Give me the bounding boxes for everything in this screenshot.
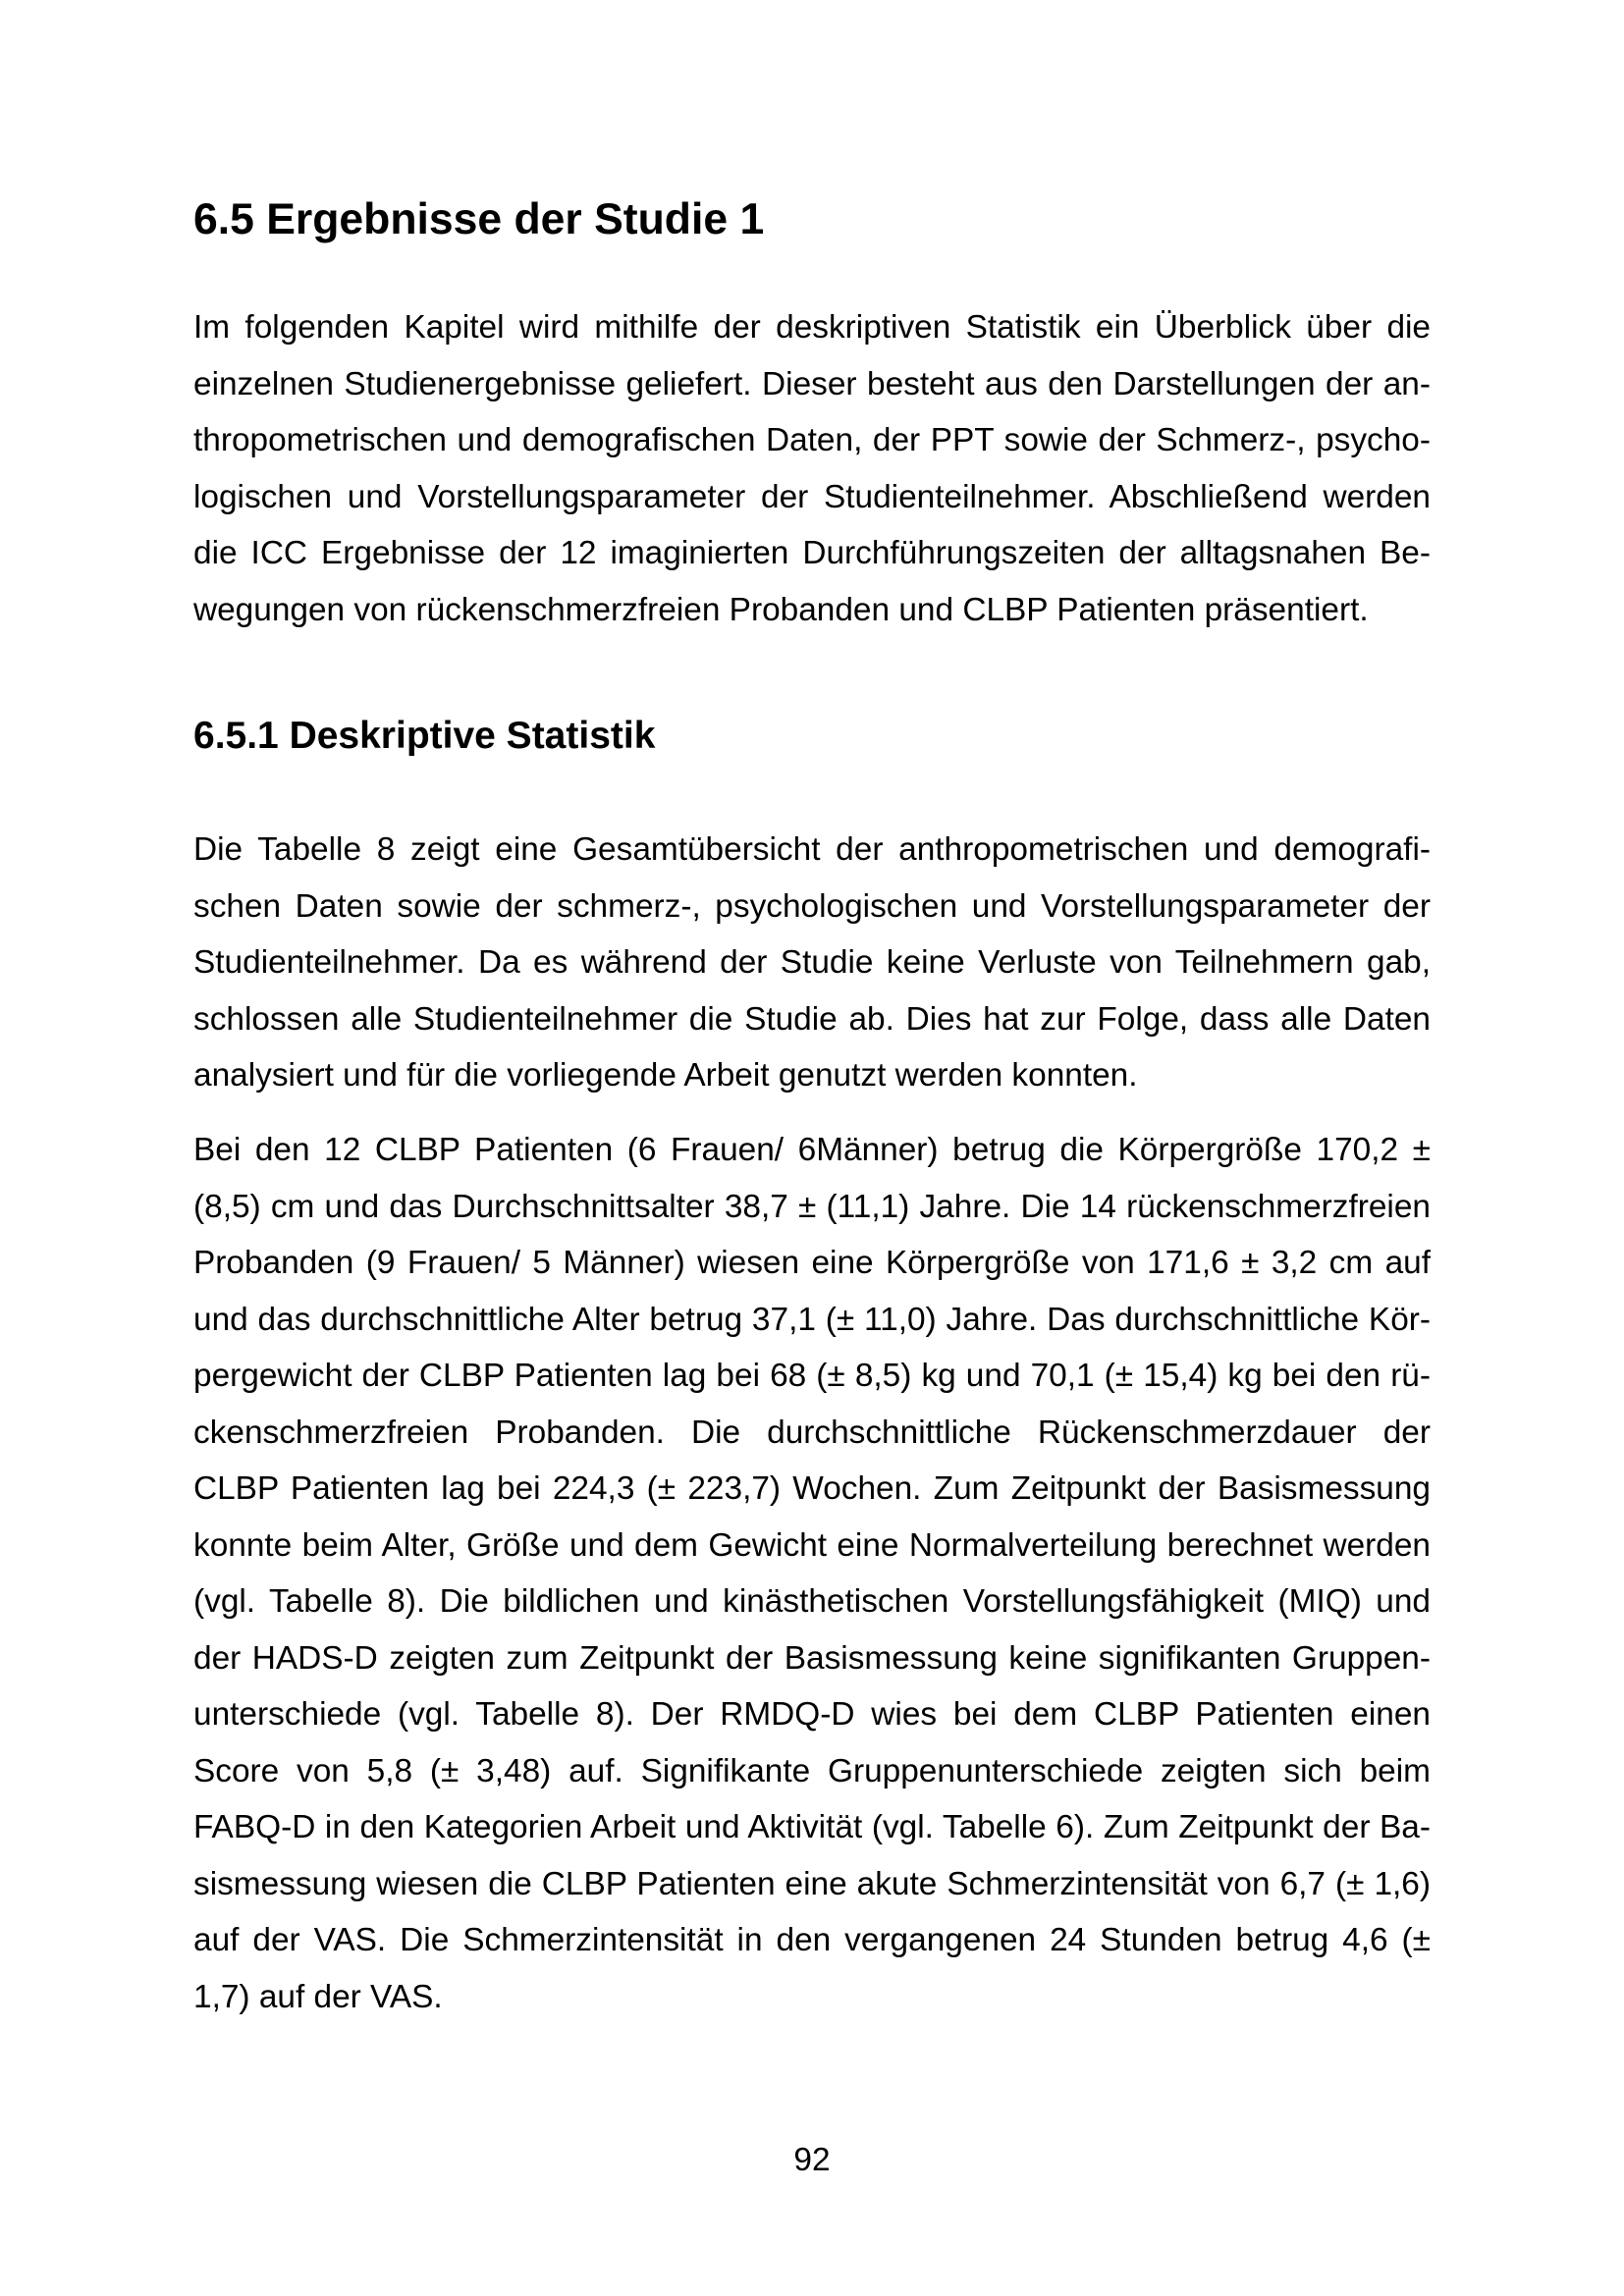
paragraph-results-details [193, 1122, 1431, 2025]
text-line: und das durchschnittliche Alter betrug 37,1 (± 11,0) Jahre. Das durchschnittliche Kör- [193, 1301, 1431, 1338]
text-line: CLBP Patienten lag bei 224,3 (± 223,7) Wochen. Zum Zeitpunkt der Basismessung [193, 1470, 1431, 1507]
text-line: Die Tabelle 8 zeigt eine Gesamtübersicht der anthropometrischen und demografi- [193, 831, 1431, 868]
text-line: der HADS-D zeigten zum Zeitpunkt der Basismessung keine signifikanten Gruppen- [193, 1639, 1431, 1677]
text-line: (8,5) cm und das Durchschnittsalter 38,7 ± (11,1) Jahre. Die 14 rückenschmerzfreien [193, 1188, 1431, 1225]
text-line: thropometrischen und demografischen Daten, der PPT sowie der Schmerz-, psycho- [193, 422, 1431, 458]
text-line: Probanden (9 Frauen/ 5 Männer) wiesen eine Körpergröße von 171,6 ± 3,2 cm auf [193, 1245, 1431, 1281]
text-line: logischen und Vorstellungsparameter der Studienteilnehmer. Abschließend werden [193, 478, 1431, 515]
text-line: einzelnen Studienergebnisse geliefert. Dieser besteht aus den Darstellungen der an- [193, 365, 1431, 402]
text-line: analysiert und für die vorliegende Arbeit genutzt werden konnten. [193, 1057, 1138, 1094]
text-line: ckenschmerzfreien Probanden. Die durchschnittliche Rückenschmerzdauer der [193, 1414, 1431, 1451]
text-line: schlossen alle Studienteilnehmer die Studie ab. Dies hat zur Folge, dass alle Daten [193, 1000, 1431, 1038]
subsection-heading: 6.5.1 Deskriptive Statistik [193, 715, 656, 757]
paragraph-intro [193, 299, 1431, 638]
text-line: 1,7) auf der VAS. [193, 1978, 443, 2015]
text-line: konnte beim Alter, Größe und dem Gewicht eine Normalverteilung berechnet werden [193, 1526, 1431, 1564]
text-line: (vgl. Tabelle 8). Die bildlichen und kinästhetischen Vorstellungsfähigkeit (MIQ) und [193, 1583, 1431, 1620]
text-line: Im folgenden Kapitel wird mithilfe der deskriptiven Statistik ein Überblick über die [193, 309, 1431, 346]
text-line: auf der VAS. Die Schmerzintensität in den vergangenen 24 Stunden betrug 4,6 (± [193, 1922, 1431, 1958]
text-line: FABQ-D in den Kategorien Arbeit und Aktivität (vgl. Tabelle 6). Zum Zeitpunkt der Ba- [193, 1809, 1431, 1845]
text-line: schen Daten sowie der schmerz-, psychologischen und Vorstellungsparameter der [193, 887, 1431, 925]
text-line: die ICC Ergebnisse der 12 imaginierten Durchführungszeiten der alltagsnahen Be- [193, 535, 1431, 571]
text-line: Score von 5,8 (± 3,48) auf. Signifikante Gruppenunterschiede zeigten sich beim [193, 1752, 1431, 1789]
text-line: wegungen von rückenschmerzfreien Probanden und CLBP Patienten präsentiert. [193, 591, 1369, 628]
text-line: Bei den 12 CLBP Patienten (6 Frauen/ 6Männer) betrug die Körpergröße 170,2 ± [193, 1132, 1431, 1168]
text-line: pergewicht der CLBP Patienten lag bei 68 (± 8,5) kg und 70,1 (± 15,4) kg bei den rü- [193, 1358, 1431, 1394]
paragraph-descriptive-overview [193, 822, 1431, 1104]
text-line: Studienteilnehmer. Da es während der Studie keine Verluste von Teilnehmern gab, [193, 944, 1431, 981]
text-line: unterschiede (vgl. Tabelle 8). Der RMDQ-D wies bei dem CLBP Patienten einen [193, 1696, 1431, 1733]
page-number: 92 [793, 2142, 831, 2178]
text-line: sismessung wiesen die CLBP Patienten eine akute Schmerzintensität von 6,7 (± 1,6) [193, 1865, 1431, 1902]
section-heading: 6.5 Ergebnisse der Studie 1 [193, 195, 765, 243]
